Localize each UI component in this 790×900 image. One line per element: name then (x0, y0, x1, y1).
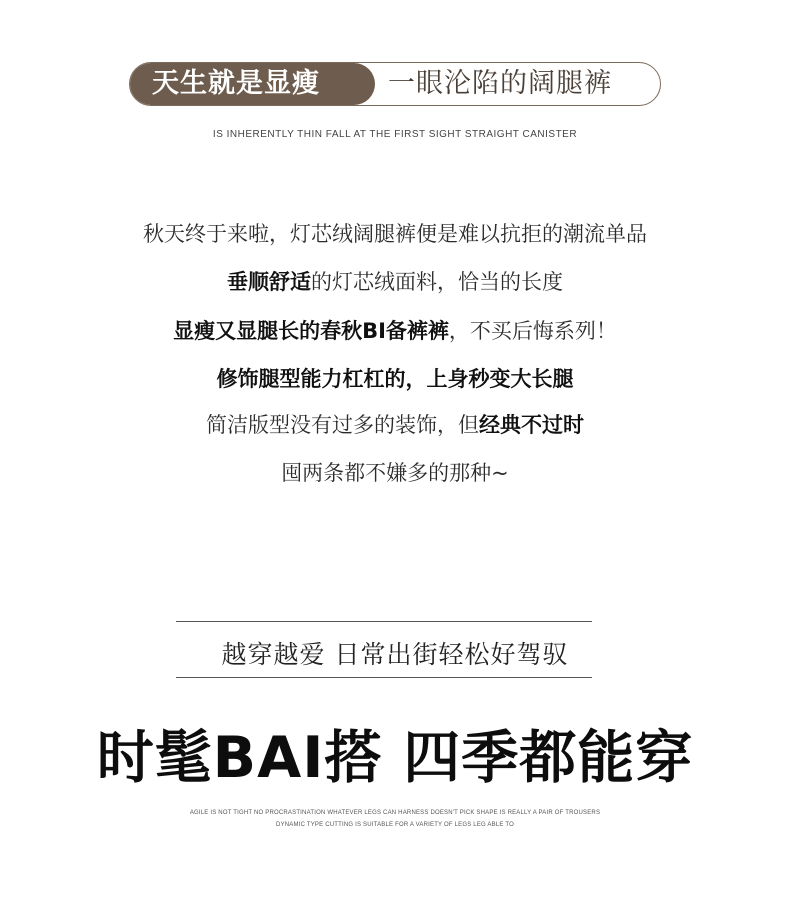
divider-bottom (176, 677, 592, 678)
copy-line-5-bold: 经典不过时 (479, 413, 584, 437)
copy-line-3-text: ，不买后悔系列！ (448, 319, 617, 343)
copy-line-3 (0, 315, 790, 345)
copy-line-1-text: 秋天终于来啦，灯芯绒阔腿裤便是难以抗拒的潮流单品 (143, 222, 647, 246)
badge-left-segment (130, 63, 375, 105)
fine-print-line-1: AGILE IS NOT TIGHT NO PROCRASTINATION WHATEVER LEGS CAN HARNESS DOESN'T PICK SHAPE IS REALLY A PAIR OF TROUSERS (189, 810, 601, 816)
big-headline: 时髦BAI搭 四季都能穿 (96, 725, 694, 791)
copy-line-6-text: 囤两条都不嫌多的那种~ (281, 461, 509, 485)
copy-line-5 (0, 409, 790, 439)
copy-line-4 (0, 363, 790, 393)
copy-line-2-text: 的灯芯绒面料，恰当的长度 (311, 270, 563, 294)
badge-left-text: 天生就是显瘦 (152, 68, 320, 99)
english-subtitle: IS INHERENTLY THIN FALL AT THE FIRST SIGHT STRAIGHT CANISTER (212, 129, 578, 140)
copy-line-5-text: 简洁版型没有过多的装饰，但 (206, 413, 479, 437)
copy-line-4-bold: 修饰腿型能力杠杠的，上身秒变大长腿 (216, 367, 574, 391)
title-badge (129, 62, 661, 106)
divider-top (176, 621, 592, 622)
badge-right-text: 一眼沦陷的阔腿裤 (388, 68, 612, 99)
fine-print-line-2: DYNAMIC TYPE CUTTING IS SUITABLE FOR A VARIETY OF LEGS LEG ABLE TO (276, 822, 514, 828)
copy-line-2-bold: 垂顺舒适 (227, 270, 311, 294)
copy-line-3-bold: 显瘦又显腿长的春秋BI备裤裤 (173, 319, 449, 343)
copy-line-1 (0, 218, 790, 248)
copy-line-6 (0, 457, 790, 487)
copy-line-2 (0, 266, 790, 296)
tagline: 越穿越爱 日常出街轻松好驾驭 (221, 640, 569, 669)
